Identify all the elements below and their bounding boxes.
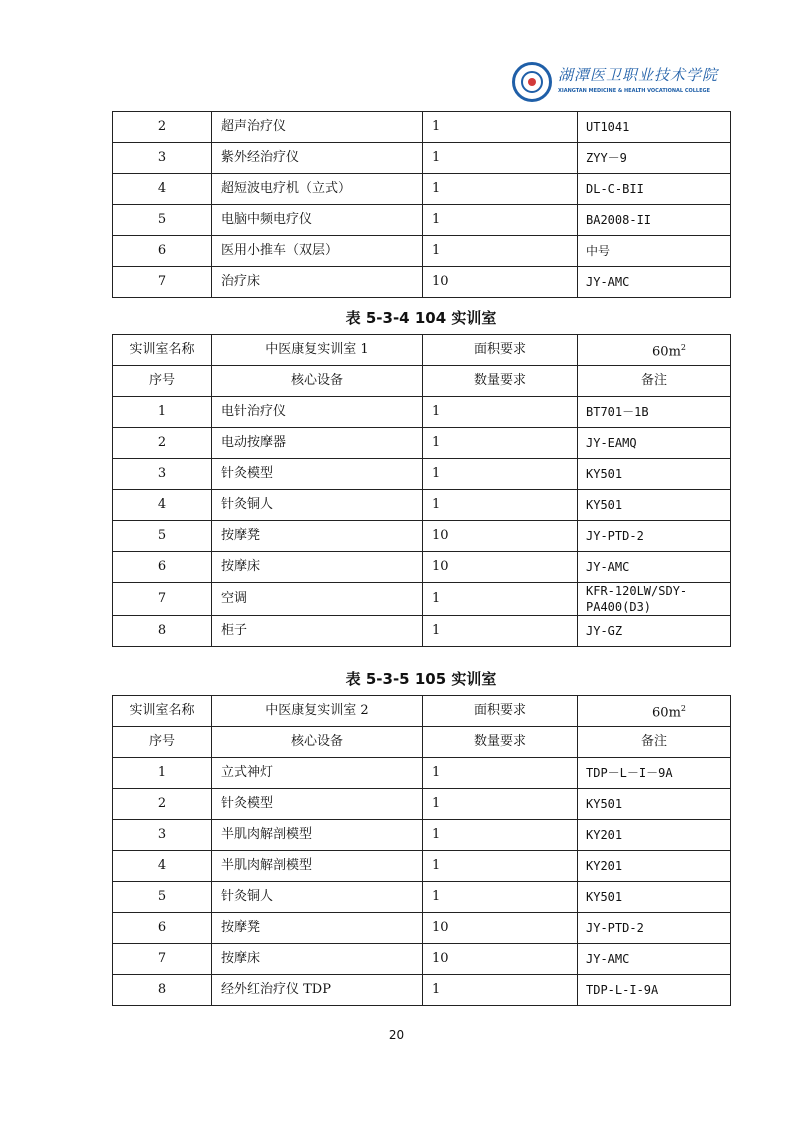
cell-equipment: 紫外经治疗仪	[212, 143, 423, 174]
cell-note: DL-C-BII	[578, 174, 731, 205]
col-header-no: 序号	[113, 727, 212, 758]
cell-no: 7	[113, 267, 212, 298]
cell-note: JY-GZ	[578, 616, 731, 647]
cell-note: JY-AMC	[578, 552, 731, 583]
cell-quantity: 1	[423, 490, 578, 521]
cell-note: BA2008-II	[578, 205, 731, 236]
table-105-caption: 表 5-3-5 105 实训室	[345, 670, 497, 688]
cell-no: 2	[113, 789, 212, 820]
cell-quantity: 1	[423, 616, 578, 647]
cell-note: KY501	[578, 789, 731, 820]
cell-note: KY201	[578, 820, 731, 851]
logo-chinese-name: 湖潭医卫职业技术学院	[558, 66, 719, 84]
cell-quantity: 1	[423, 459, 578, 490]
cell-equipment: 半肌肉解剖模型	[212, 851, 423, 882]
table-105	[112, 695, 731, 1006]
cell-note: JY-EAMQ	[578, 428, 731, 459]
cell-no: 3	[113, 143, 212, 174]
table-row	[113, 205, 731, 236]
cell-note: 中号	[578, 236, 731, 267]
cell-note: KFR-120LW/SDY-PA400(D3)	[578, 583, 731, 616]
cell-note: KY201	[578, 851, 731, 882]
cell-quantity: 1	[423, 428, 578, 459]
cell-no: 5	[113, 205, 212, 236]
table-row	[113, 882, 731, 913]
cell-no: 2	[113, 112, 212, 143]
table-105-room-row	[113, 696, 731, 727]
cell-quantity: 1	[423, 397, 578, 428]
cell-no: 7	[113, 583, 212, 616]
cell-equipment: 针灸模型	[212, 789, 423, 820]
cell-quantity: 10	[423, 521, 578, 552]
cell-equipment: 空调	[212, 583, 423, 616]
cell-equipment: 柜子	[212, 616, 423, 647]
table-row	[113, 397, 731, 428]
cell-no: 1	[113, 397, 212, 428]
cell-quantity: 1	[423, 236, 578, 267]
college-emblem-icon	[512, 62, 552, 102]
table-row	[113, 143, 731, 174]
cell-no: 7	[113, 944, 212, 975]
col-header-note: 备注	[578, 366, 731, 397]
cell-quantity: 1	[423, 820, 578, 851]
cell-no: 5	[113, 882, 212, 913]
area-label: 面积要求	[423, 335, 578, 366]
table-row	[113, 851, 731, 882]
cell-equipment: 按摩凳	[212, 913, 423, 944]
table-row	[113, 913, 731, 944]
cell-quantity: 1	[423, 851, 578, 882]
table-row	[113, 820, 731, 851]
room-name-label: 实训室名称	[113, 696, 212, 727]
col-header-quantity: 数量要求	[423, 727, 578, 758]
equipment-table-continued	[112, 111, 731, 298]
cell-no: 1	[113, 758, 212, 789]
cell-quantity: 1	[423, 583, 578, 616]
cell-no: 4	[113, 490, 212, 521]
area-value: $60m^2$	[578, 335, 731, 366]
cell-note: KY501	[578, 490, 731, 521]
col-header-equipment: 核心设备	[212, 727, 423, 758]
cell-quantity: 1	[423, 174, 578, 205]
room-name-value: 中医康复实训室 1	[212, 335, 423, 366]
cell-note: TDP－L－I－9A	[578, 758, 731, 789]
cell-equipment: 针灸铜人	[212, 882, 423, 913]
table-row	[113, 459, 731, 490]
col-header-no: 序号	[113, 366, 212, 397]
cell-quantity: 1	[423, 143, 578, 174]
table-row	[113, 490, 731, 521]
cell-quantity: 1	[423, 882, 578, 913]
table-row	[113, 428, 731, 459]
cell-no: 2	[113, 428, 212, 459]
area-value: $60m^2$	[578, 696, 731, 727]
table-row	[113, 236, 731, 267]
cell-equipment: 立式神灯	[212, 758, 423, 789]
cell-equipment: 针灸模型	[212, 459, 423, 490]
cell-quantity: 10	[423, 267, 578, 298]
cell-no: 4	[113, 174, 212, 205]
cell-quantity: 10	[423, 913, 578, 944]
cell-quantity: 1	[423, 205, 578, 236]
table-row	[113, 789, 731, 820]
cell-equipment: 按摩床	[212, 552, 423, 583]
table-104-room-row	[113, 335, 731, 366]
cell-quantity: 1	[423, 112, 578, 143]
cell-equipment: 半肌肉解剖模型	[212, 820, 423, 851]
cell-equipment: 电脑中频电疗仪	[212, 205, 423, 236]
room-name-value: 中医康复实训室 2	[212, 696, 423, 727]
cell-no: 3	[113, 820, 212, 851]
table-row	[113, 583, 731, 616]
area-label: 面积要求	[423, 696, 578, 727]
table-row	[113, 758, 731, 789]
cell-note: JY-PTD-2	[578, 913, 731, 944]
cell-no: 8	[113, 975, 212, 1006]
cell-quantity: 10	[423, 552, 578, 583]
cell-note: UT1041	[578, 112, 731, 143]
table-row	[113, 521, 731, 552]
cell-note: BT701－1B	[578, 397, 731, 428]
table-104	[112, 334, 731, 647]
cell-equipment: 治疗床	[212, 267, 423, 298]
cell-equipment: 按摩凳	[212, 521, 423, 552]
cell-note: TDP-L-I-9A	[578, 975, 731, 1006]
cell-no: 5	[113, 521, 212, 552]
cell-note: KY501	[578, 459, 731, 490]
table-104-header-row	[113, 366, 731, 397]
cell-quantity: 1	[423, 758, 578, 789]
cell-note: JY-AMC	[578, 267, 731, 298]
cell-no: 6	[113, 552, 212, 583]
table-row	[113, 267, 731, 298]
cell-equipment: 医用小推车（双层）	[212, 236, 423, 267]
cell-note: KY501	[578, 882, 731, 913]
college-logo	[512, 62, 719, 106]
cell-equipment: 电动按摩器	[212, 428, 423, 459]
cell-no: 8	[113, 616, 212, 647]
room-name-label: 实训室名称	[113, 335, 212, 366]
col-header-quantity: 数量要求	[423, 366, 578, 397]
col-header-equipment: 核心设备	[212, 366, 423, 397]
table-row	[113, 112, 731, 143]
cell-note: JY-AMC	[578, 944, 731, 975]
cell-equipment: 经外红治疗仪 TDP	[212, 975, 423, 1006]
col-header-note: 备注	[578, 727, 731, 758]
table-104-caption: 表 5-3-4 104 实训室	[345, 309, 497, 327]
cell-no: 4	[113, 851, 212, 882]
cell-quantity: 1	[423, 789, 578, 820]
cell-no: 3	[113, 459, 212, 490]
cell-note: ZYY－9	[578, 143, 731, 174]
cell-no: 6	[113, 913, 212, 944]
cell-equipment: 超声治疗仪	[212, 112, 423, 143]
cell-quantity: 10	[423, 944, 578, 975]
table-row	[113, 944, 731, 975]
cell-equipment: 按摩床	[212, 944, 423, 975]
cell-equipment: 电针治疗仪	[212, 397, 423, 428]
cell-no: 6	[113, 236, 212, 267]
page-number: 20	[388, 1028, 405, 1042]
table-row	[113, 975, 731, 1006]
cell-equipment: 针灸铜人	[212, 490, 423, 521]
cell-equipment: 超短波电疗机（立式）	[212, 174, 423, 205]
cell-quantity: 1	[423, 975, 578, 1006]
table-row	[113, 616, 731, 647]
cell-note: JY-PTD-2	[578, 521, 731, 552]
logo-english-name: XIANGTAN MEDICINE & HEALTH VOCATIONAL COLLEGE	[558, 88, 711, 94]
table-row	[113, 552, 731, 583]
table-105-header-row	[113, 727, 731, 758]
table-row	[113, 174, 731, 205]
